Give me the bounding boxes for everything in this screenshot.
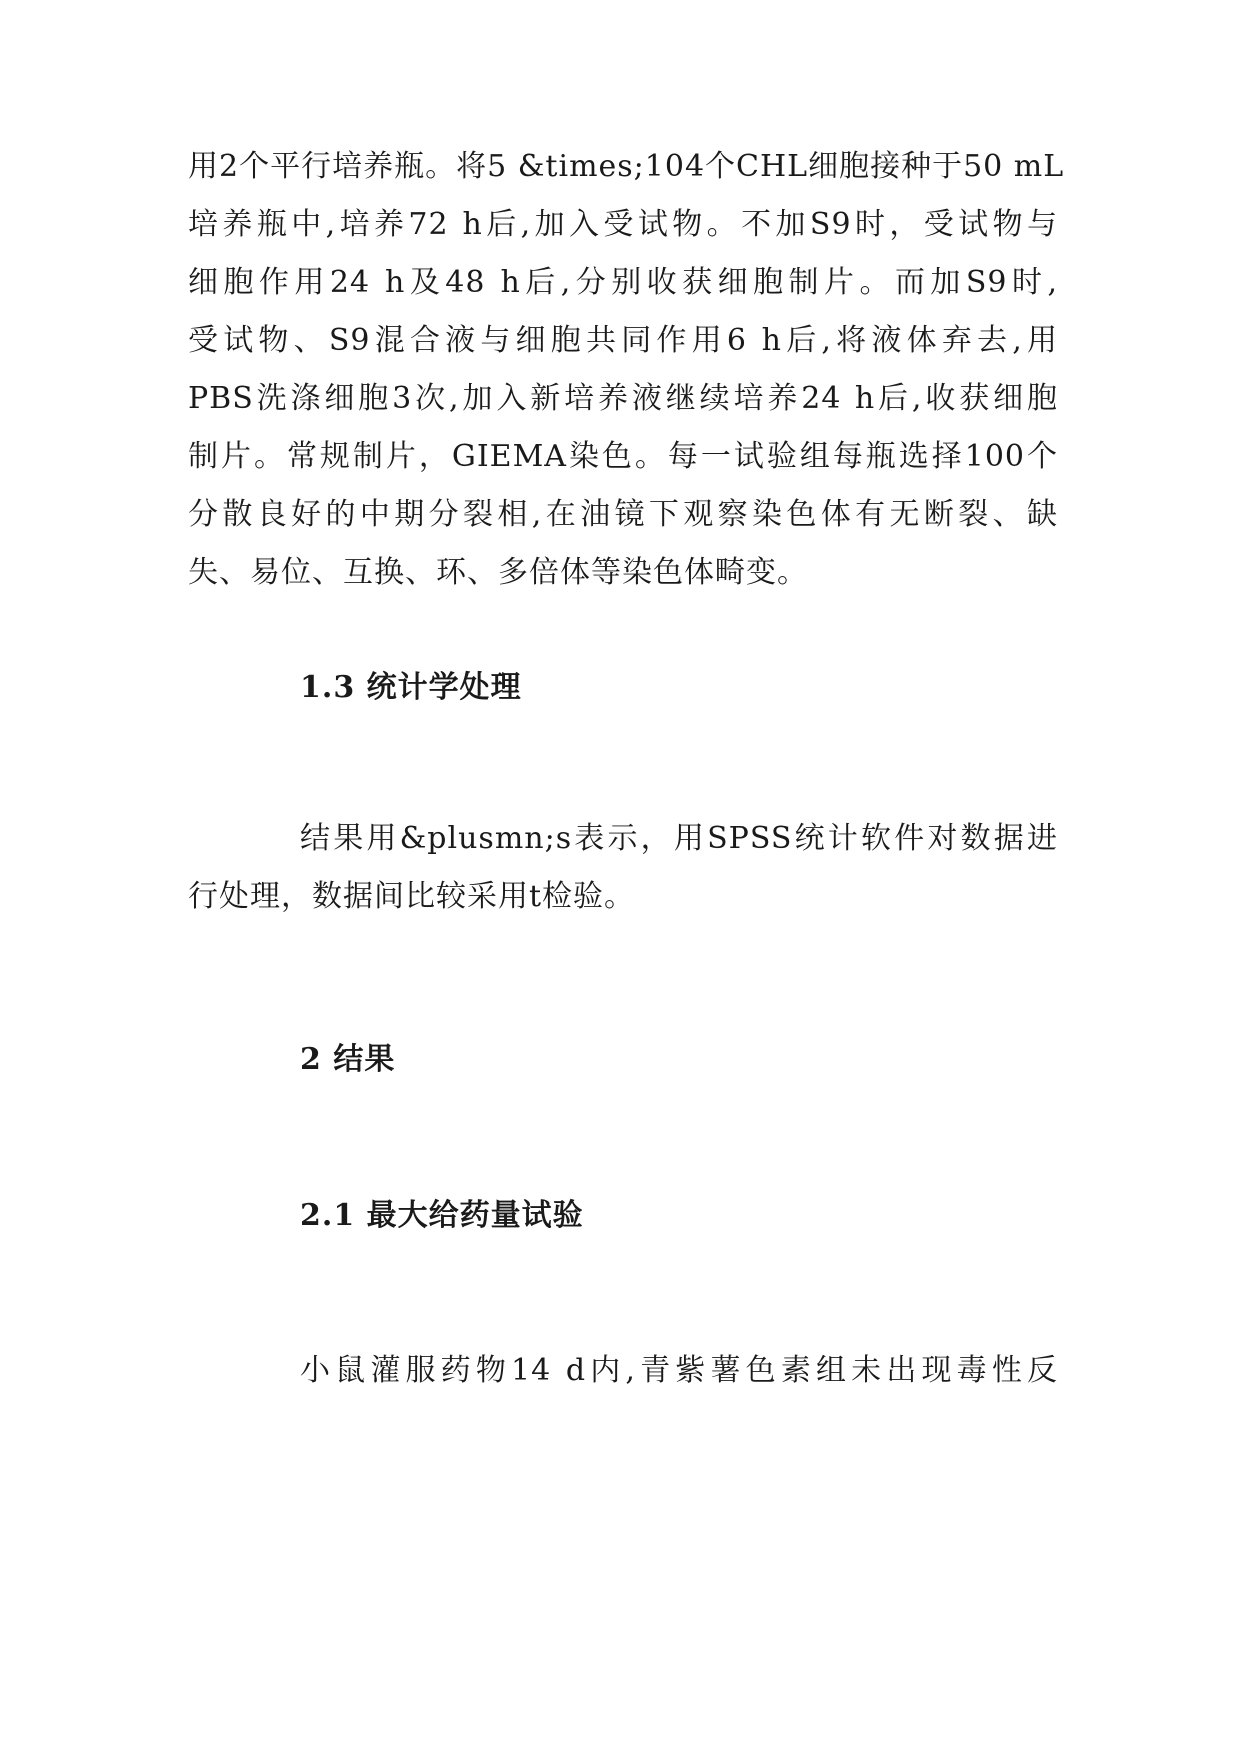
paragraph-line: 细胞作用24 h及48 h后,分别收获细胞制片。而加S9时, (188, 265, 1058, 300)
section-heading-2-1: 2.1 最大给药量试验 (300, 1198, 584, 1233)
paragraph-line: 小鼠灌服药物14 d内,青紫薯色素组未出现毒性反 (300, 1353, 1058, 1388)
paragraph-max-dose (188, 1342, 1058, 1400)
section-heading-2: 2 结果 (300, 1042, 396, 1077)
paragraph-line: 结果用&plusmn;s表示，用SPSS统计软件对数据进 (300, 821, 1058, 856)
paragraph-line: 行处理，数据间比较采用t检验。 (188, 879, 636, 914)
paragraph-line: 培养瓶中,培养72 h后,加入受试物。不加S9时，受试物与 (188, 207, 1058, 242)
paragraph-line: 受试物、S9混合液与细胞共同作用6 h后,将液体弃去,用 (188, 323, 1058, 358)
paragraph-line: 分散良好的中期分裂相,在油镜下观察染色体有无断裂、缺 (188, 497, 1058, 532)
section-heading-1-3: 1.3 统计学处理 (300, 670, 522, 705)
paragraph-line: 用2个平行培养瓶。将5 &times;104个CHL细胞接种于50 mL (188, 149, 1065, 184)
paragraph-statistics (188, 810, 1058, 926)
paragraph-line: 失、易位、互换、环、多倍体等染色体畸变。 (188, 555, 808, 590)
paragraph-method-chromosome (188, 138, 1065, 602)
paragraph-line: PBS洗涤细胞3次,加入新培养液继续培养24 h后,收获细胞 (188, 381, 1058, 416)
paragraph-line: 制片。常规制片，GIEMA染色。每一试验组每瓶选择100个 (188, 439, 1058, 474)
